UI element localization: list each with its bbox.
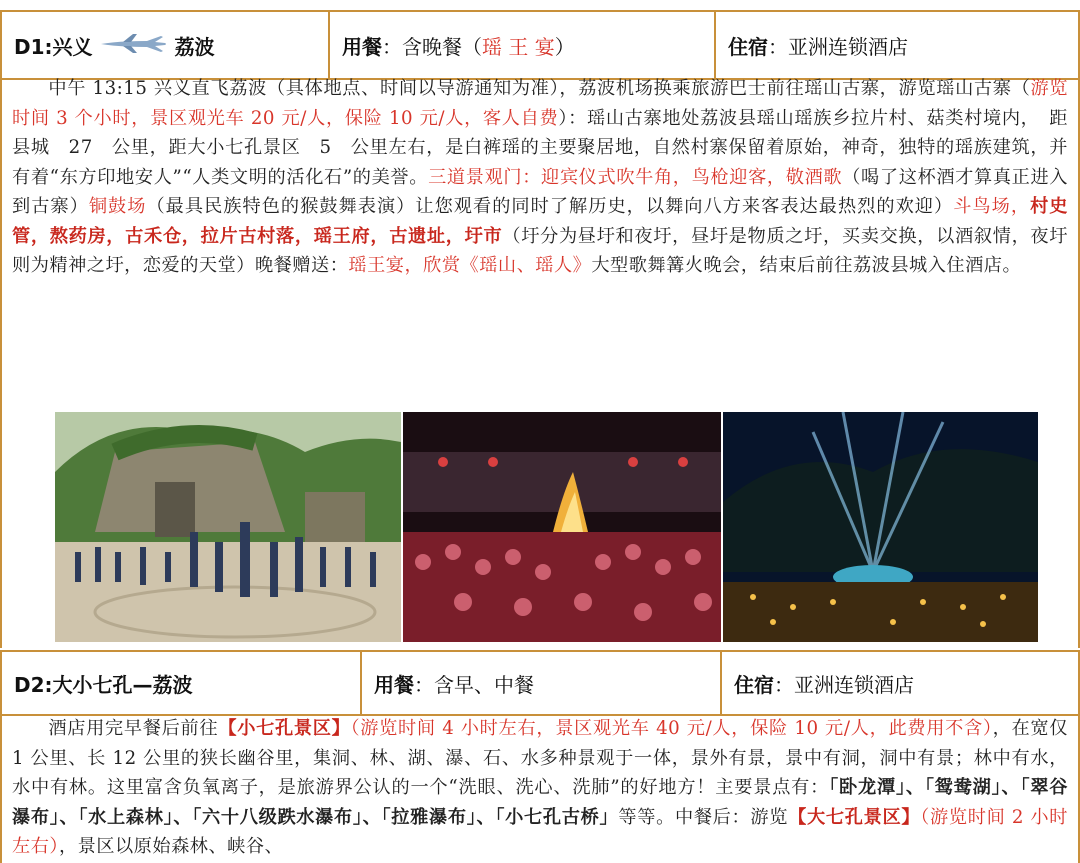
night-show-photo <box>723 412 1038 642</box>
day2-q3-bold: 「卧龙潭」、「鸳鸯湖」、「翠谷瀑布」、「水上森林」、「六十八级跌水瀑布」、「拉雅瀑布」、「小七孔古桥」 <box>12 777 1068 828</box>
day1-meal-label: 用餐 <box>342 34 382 59</box>
day1-p2: ）：瑶山古寨地处荔波县瑶山瑶族乡拉片村、菇类村境内， 距县城 27 公里，距大小七孔景区 5 公里左右，是白裤瑶的主要聚居地，自然村寨保留着原始，神奇，独特的瑶族建筑，并有着“东方印地安人”“人类文明的活化石”的美誉。 <box>12 107 1068 188</box>
day2-q5-red: （游览时间 2 小时左右） <box>12 806 1068 857</box>
day1-p1-red: 游览时间 3 个小时，景区观光车 20 元/人，保险 10 元/人，客人自费 <box>12 78 1068 129</box>
day1-hotel-label: 住宿 <box>728 34 768 59</box>
day1-p1: 中午 13:15 兴义直飞荔波（具体地点、时间以导游通知为准），荔波机场换乘旅游巴士前往瑶山古寨，游览瑶山古寨（ <box>48 78 1031 99</box>
day1-p4-red: 斗鸟场， <box>953 196 1031 217</box>
day2-q4: 等等。中餐后：游览 <box>618 806 789 828</box>
day2-description <box>12 714 1068 862</box>
day2-q1-red: 【小七孔景区】 <box>218 718 351 739</box>
day1-p4: （最具民族特色的猴鼓舞表演）让您观看的同时了解历史，以舞向八方来客表达最热烈的欢迎） <box>146 196 954 217</box>
day2-hotel-value: ：亚洲连锁酒店 <box>774 672 914 697</box>
day1-meal-pre: ：含晚餐（ <box>382 34 482 59</box>
day1-header <box>0 10 1080 80</box>
day1-p3: （喝了这杯酒才算真正进入到古寨） <box>12 166 1068 217</box>
day2-header <box>0 650 1080 716</box>
day2-q1: 酒店用完早餐后前往 <box>48 718 219 739</box>
day1-meal-red: 瑶 王 宴 <box>482 34 555 59</box>
day1-meal-post: ） <box>554 34 575 59</box>
day1-p5: （圩分为昼圩和夜圩，昼圩是物质之圩，买卖交换，以酒叙情，夜圩则为精神之圩，恋爱的天堂）晚餐赠送： <box>12 225 1068 276</box>
yao-village-dance-photo <box>55 412 401 642</box>
day1-title-suffix: 荔波 <box>174 34 215 59</box>
day2-meal-value: ：含早、中餐 <box>414 672 534 697</box>
day1-title <box>2 12 330 78</box>
day1-meal <box>330 12 716 78</box>
day2-meal <box>362 652 722 714</box>
day1-hotel <box>716 12 1078 78</box>
day2-q3: ，在宽仅 1 公里、长 12 公里的狭长幽谷里，集洞、林、湖、瀑、石、水多种景观于一体，景外有景，景中有洞，洞中有景；林中有水，水中有林。这里富含负氧离子，是旅游界公认的一个“洗眼、洗心、洗肺”的好地方！主要景点有： <box>12 718 1068 798</box>
day1-hotel-value: ：亚洲连锁酒店 <box>768 34 908 59</box>
day2-meal-label: 用餐 <box>374 672 414 697</box>
day1-p3-red: 铜鼓场 <box>88 196 147 217</box>
day2-title <box>2 652 362 714</box>
day2-q2-red: （游览时间 4 小时左右，景区观光车 40 元/人，保险 10 元/人，此费用不含） <box>350 718 993 739</box>
day2-title-text: D2:大小七孔—荔波 <box>14 672 193 697</box>
day1-p5-red: 瑶王宴，欣赏《瑶山、瑶人》 <box>348 255 592 276</box>
day1-title-prefix: D1:兴义 <box>14 34 93 59</box>
day2-hotel <box>722 652 1078 714</box>
day1-p6: 大型歌舞篝火晚会，结束后前往荔波县城入住酒店。 <box>591 255 1022 276</box>
day1-description <box>12 74 1068 281</box>
day2-q6: ，景区以原始森林、峡谷、 <box>58 836 284 857</box>
airplane-icon <box>99 32 169 59</box>
day2-hotel-label: 住宿 <box>734 672 774 697</box>
bonfire-party-photo <box>403 412 721 642</box>
day1-p2-red: 三道景观门：迎宾仪式吹牛角，鸟枪迎客，敬酒歌 <box>428 166 843 188</box>
day2-q4-red: 【大七孔景区】 <box>788 806 921 828</box>
day1-p4-boldred: 村史管，熬药房，古禾仓，拉片古村落，瑶王府，古遗址，圩市 <box>12 196 1068 247</box>
